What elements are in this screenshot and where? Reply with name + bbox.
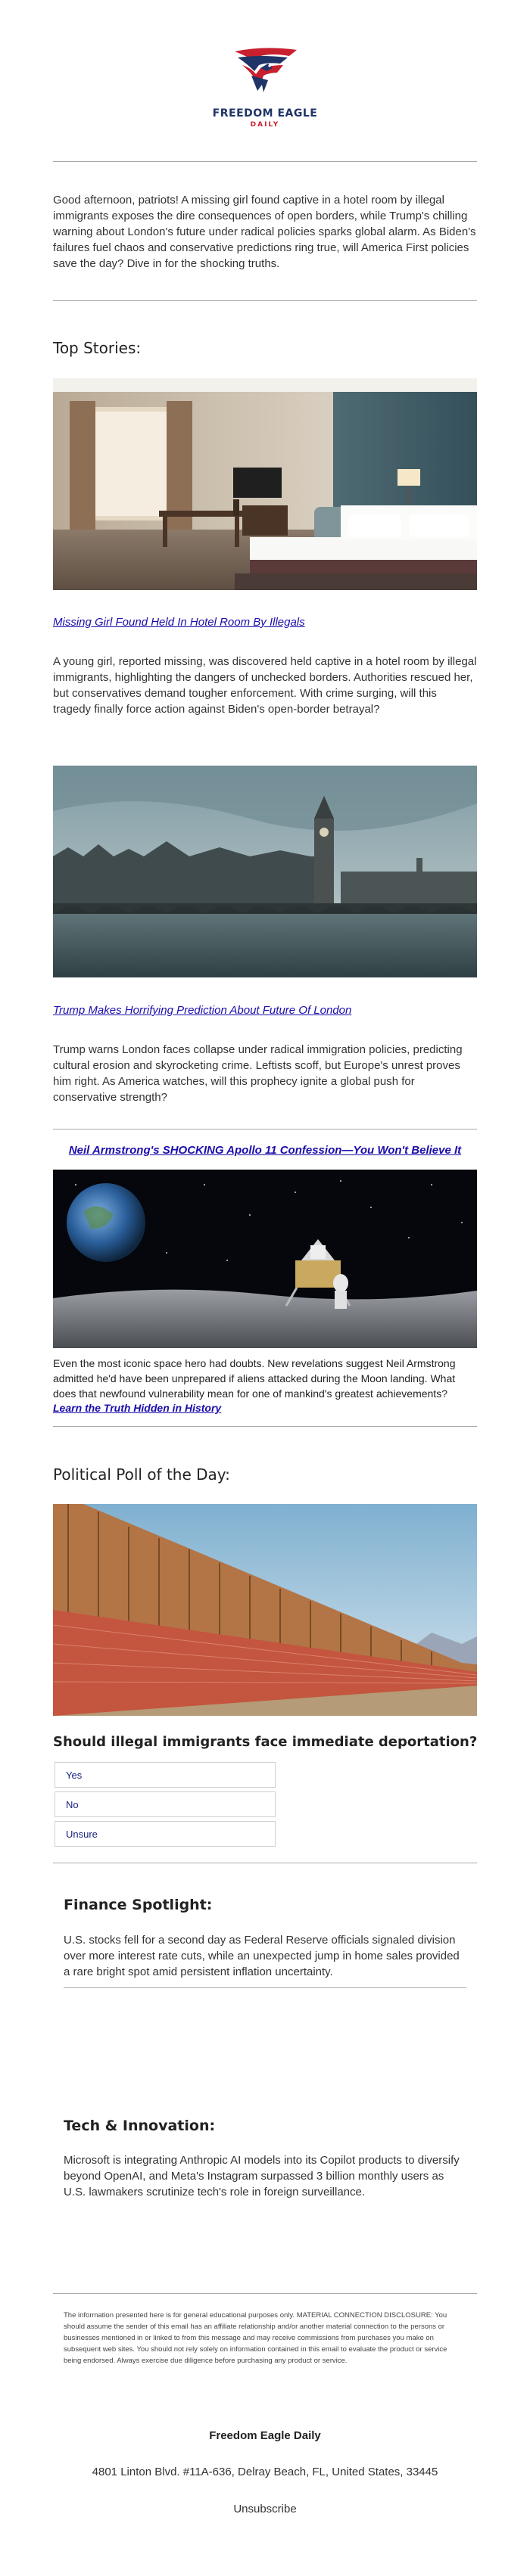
- story-link-missing-girl[interactable]: Missing Girl Found Held In Hotel Room By Illegals: [53, 616, 305, 629]
- poll-question: Should illegal immigrants face immediate deportation?: [53, 1734, 478, 1750]
- story-link-trump-london[interactable]: Trump Makes Horrifying Prediction About Future Of London: [53, 1004, 352, 1017]
- divider: [53, 2293, 477, 2294]
- divider: [53, 1426, 477, 1427]
- story-image-london: [53, 766, 477, 977]
- tech-body: Microsoft is integrating Anthropic AI models into its Copilot products to diversify beyond OpenAI, and Meta's Instagram surpassed 3 billion monthly users as U.S. lawmakers scrutinize tech's role in foreign surveillance.: [64, 2154, 460, 2198]
- poll-option-no[interactable]: No: [55, 1791, 276, 1817]
- footer-address: 4801 Linton Blvd. #11A-636, Delray Beach, FL, United States, 33445: [92, 2466, 438, 2478]
- divider: [53, 161, 477, 162]
- section-heading-finance: Finance Spotlight:: [64, 1897, 213, 1913]
- sponsored-body: Even the most iconic space hero had doubts. New revelations suggest Neil Armstrong admitted he'd have been unprepared if aliens attacked during the Moon landing. What does that newfound vulnerability mean for one of mankind's greatest achievements?: [53, 1357, 456, 1400]
- story-body-trump-london: Trump warns London faces collapse under radical immigration policies, predicting cultural erosion and skyrocketing crime. Leftists scoff, but Europe's unrest proves him right. As America watches, will this prophecy ignite a global push for conservative strength?: [53, 1043, 463, 1104]
- divider: [53, 1129, 477, 1130]
- eagle-logo-icon: [204, 45, 326, 106]
- story-image-hotel-room: [53, 378, 477, 590]
- footer-name: Freedom Eagle Daily: [209, 2429, 321, 2442]
- poll-option-unsure[interactable]: Unsure: [55, 1821, 276, 1847]
- brand-name: FREEDOM EAGLE: [212, 107, 318, 120]
- section-heading-tech: Tech & Innovation:: [64, 2118, 216, 2134]
- sponsored-cta-link[interactable]: Learn the Truth Hidden in History: [53, 1402, 222, 1414]
- divider: [53, 300, 477, 301]
- unsubscribe-link[interactable]: Unsubscribe: [233, 2503, 297, 2515]
- brand-subname: DAILY: [250, 121, 280, 129]
- story-body-missing-girl: A young girl, reported missing, was discovered held captive in a hotel room by illegal immigrants, highlighting the dangers of unchecked borders. Authorities rescued her, but conservatives demand tougher enforcement. With crime surging, will this tragedy finally force action against Biden's open-border betrayal?: [53, 655, 477, 716]
- poll-option-yes[interactable]: Yes: [55, 1762, 276, 1788]
- intro-text: Good afternoon, patriots! A missing girl found captive in a hotel room by illegal immigrants exposes the dire consequences of open borders, while Trump's chilling warning about London's future under radical policies sparks global alarm. As Biden's failures fuel chaos and conservative predictions ring true, will America First policies save the day? Dive in for the shocking truths.: [53, 194, 476, 270]
- section-heading-top-stories: Top Stories:: [53, 339, 142, 357]
- logo: [204, 45, 326, 132]
- sponsored-image-moon-landing[interactable]: [53, 1170, 477, 1348]
- poll-image-border-wall: [53, 1504, 477, 1716]
- finance-body: U.S. stocks fell for a second day as Federal Reserve officials signaled division over more interest rate cuts, while an unexpected jump in home sales provided a rare bright spot amid persistent inflation uncertainty.: [64, 1934, 460, 1978]
- sponsored-title-link[interactable]: Neil Armstrong's SHOCKING Apollo 11 Confession—You Won't Believe It: [68, 1144, 462, 1157]
- section-heading-poll: Political Poll of the Day:: [53, 1465, 230, 1484]
- divider: [64, 1987, 466, 1988]
- disclaimer-text: The information presented here is for general educational purposes only. MATERIAL CONNECTION DISCLOSURE: You should assume the sender of this email has an affiliate relationship and/or another material connection to the persons or businesses mentioned in or linked to from this message and may receive commissions from purchases you make on subsequent web sites. You should not rely solely on information contained in this email to evaluate the product or service being endorsed. Always exercise due diligence before purchasing any product or service.: [64, 2311, 447, 2365]
